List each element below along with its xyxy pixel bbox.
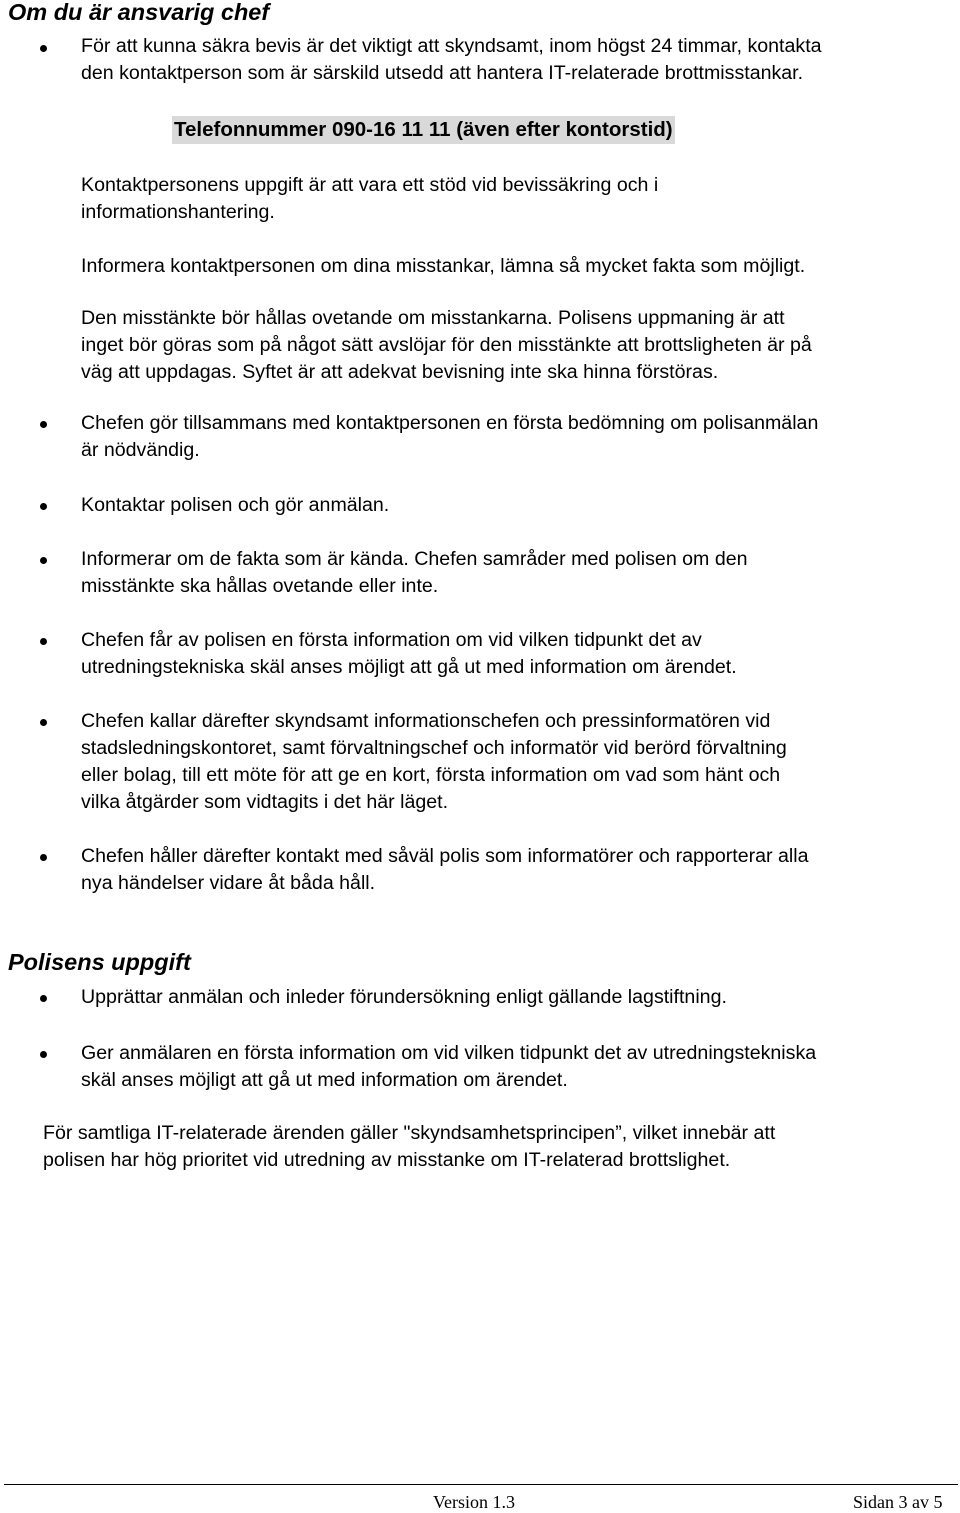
bullet-text: Upprättar anmälan och inleder förundersökning enligt gällande lagstiftning. [81,986,727,1008]
phone-number-highlight: Telefonnummer 090-16 11 11 (även efter kontorstid) [172,116,675,144]
bullet-text: För att kunna säkra bevis är det viktigt att skyndsamt, inom högst 24 timmar, kontakta [81,35,822,57]
bullet-icon [40,1051,47,1058]
paragraph-text: Informera kontaktpersonen om dina misstankar, lämna så mycket fakta som möjligt. [81,255,806,277]
section-heading-police-task: Polisens uppgift [8,949,191,975]
bullet-icon [40,45,47,52]
bullet-icon [40,638,47,645]
paragraph-text: inget bör göras som på något sätt avslöjar för den misstänkte att brottsligheten är på [81,334,812,356]
bullet-text: Chefen håller därefter kontakt med såväl polis som informatörer och rapporterar alla [81,845,809,867]
bullet-text: den kontaktperson som är särskild utsedd att hantera IT-relaterade brottmisstankar. [81,62,804,84]
bullet-text: misstänkte ska hållas ovetande eller inte. [81,575,439,597]
bullet-text: skäl anses möjligt att gå ut med information om ärendet. [81,1069,568,1091]
bullet-text: Kontaktar polisen och gör anmälan. [81,494,390,516]
paragraph-text: Den misstänkte bör hållas ovetande om misstankarna. Polisens uppmaning är att [81,307,785,329]
bullet-icon [40,719,47,726]
bullet-text: är nödvändig. [81,439,200,461]
bullet-icon [40,421,47,428]
bullet-text: stadsledningskontoret, samt förvaltningschef och informatör vid berörd förvaltning [81,737,787,759]
bullet-icon [40,557,47,564]
bullet-icon [40,854,47,861]
paragraph-text: För samtliga IT-relaterade ärenden gäller "skyndsamhetsprincipen”, vilket innebär att [43,1122,776,1144]
bullet-icon [40,995,47,1002]
paragraph-text: väg att uppdagas. Syftet är att adekvat bevisning inte ska hinna förstöras. [81,361,719,383]
bullet-text: utredningstekniska skäl anses möjligt att gå ut med information om ärendet. [81,656,737,678]
section-heading-responsible-manager: Om du är ansvarig chef [8,0,270,25]
paragraph-text: Kontaktpersonens uppgift är att vara ett stöd vid bevissäkring och i [81,174,659,196]
bullet-text: Chefen får av polisen en första information om vid vilken tidpunkt det av [81,629,702,651]
paragraph-text: polisen har hög prioritet vid utredning av misstanke om IT-relaterad brottslighet. [43,1149,731,1171]
bullet-text: Informerar om de fakta som är kända. Chefen samråder med polisen om den [81,548,748,570]
bullet-icon [40,503,47,510]
bullet-text: eller bolag, till ett möte för att ge en kort, första information om vad som hänt och [81,764,781,786]
footer-version: Version 1.3 [433,1492,515,1512]
bullet-text: nya händelser vidare åt båda håll. [81,872,376,894]
paragraph-text: informationshantering. [81,201,275,223]
bullet-text: Chefen gör tillsammans med kontaktpersonen en första bedömning om polisanmälan [81,412,819,434]
bullet-text: Ger anmälaren en första information om vid vilken tidpunkt det av utredningstekniska [81,1042,817,1064]
bullet-text: Chefen kallar därefter skyndsamt informationschefen och pressinformatören vid [81,710,771,732]
footer-page-number: Sidan 3 av 5 [853,1492,943,1512]
footer-divider [4,1484,958,1485]
bullet-text: vilka åtgärder som vidtagits i det här läget. [81,791,449,813]
